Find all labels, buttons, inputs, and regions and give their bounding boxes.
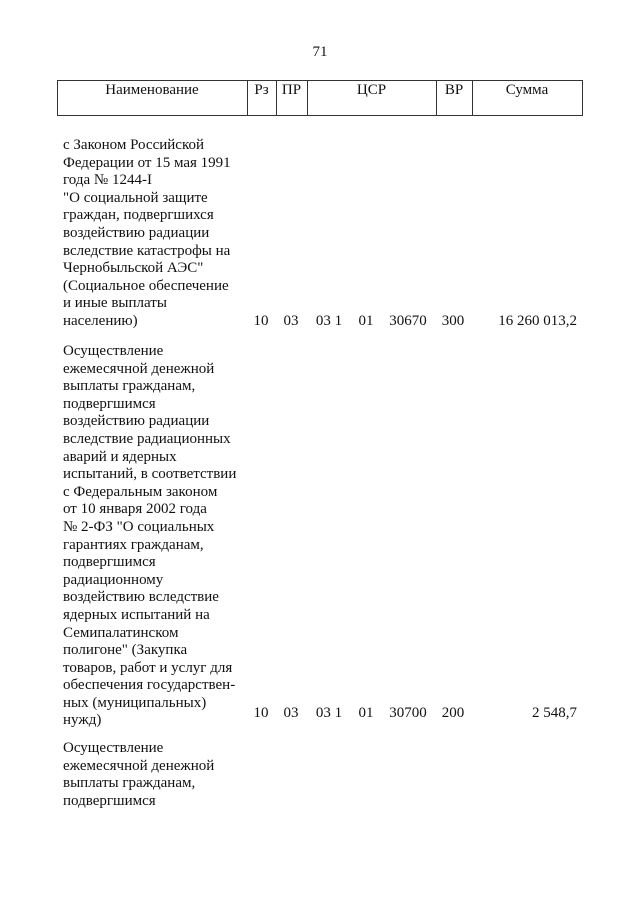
row-csr-program: 03 1 bbox=[315, 313, 343, 329]
row-csr-code: 30670 bbox=[389, 313, 427, 329]
table-row-name: Осуществление ежемесячной денежной выплаты гражданам, подвергшимся воздействию радиации вследствие радиационных аварий и ядерных испытаний, в соответствии с Федеральным законом от 10 января 2002 года № 2-ФЗ "О социальных гарантиях гражданам, подвергшимся радиационному воздействию вследствие ядерных испытаний на Семипалатинском полигоне" (Закупка товаров, работ и услуг для обеспечения государствен- ных (муниципальных) нужд) bbox=[63, 343, 237, 729]
row-sum: 16 260 013,2 bbox=[498, 313, 577, 329]
row-pr: 03 bbox=[283, 705, 299, 721]
row-csr-code: 30700 bbox=[389, 705, 427, 721]
row-csr-subprogram: 01 bbox=[358, 705, 374, 721]
row-pr: 03 bbox=[283, 313, 299, 329]
table-row-name: Осуществление ежемесячной денежной выплаты гражданам, подвергшимся bbox=[63, 740, 215, 809]
page-number: 71 bbox=[312, 44, 328, 60]
row-sum: 2 548,7 bbox=[532, 705, 577, 721]
row-csr-program: 03 1 bbox=[315, 705, 343, 721]
row-rz: 10 bbox=[253, 705, 269, 721]
table-row-name: с Законом Российской Федерации от 15 мая 1991 года № 1244-I "О социальной защите граждан, подвергшихся воздействию радиации вследствие катастрофы на Чернобыльской АЭС" (Социальное обеспечение и иные выплаты населению) bbox=[63, 137, 231, 329]
header-rz: Рз bbox=[254, 82, 269, 98]
header-pr: ПР bbox=[281, 82, 302, 98]
row-vr: 300 bbox=[441, 313, 465, 329]
row-rz: 10 bbox=[253, 313, 269, 329]
header-bottom-border bbox=[57, 115, 583, 116]
row-vr: 200 bbox=[441, 705, 465, 721]
row-csr-subprogram: 01 bbox=[358, 313, 374, 329]
header-name: Наименование bbox=[105, 82, 199, 98]
header-top-border bbox=[57, 80, 583, 81]
header-sum: Сумма bbox=[505, 82, 549, 98]
table-header bbox=[57, 80, 583, 116]
header-divider bbox=[582, 80, 583, 116]
header-csr: ЦСР bbox=[356, 82, 387, 98]
header-vr: ВР bbox=[444, 82, 464, 98]
